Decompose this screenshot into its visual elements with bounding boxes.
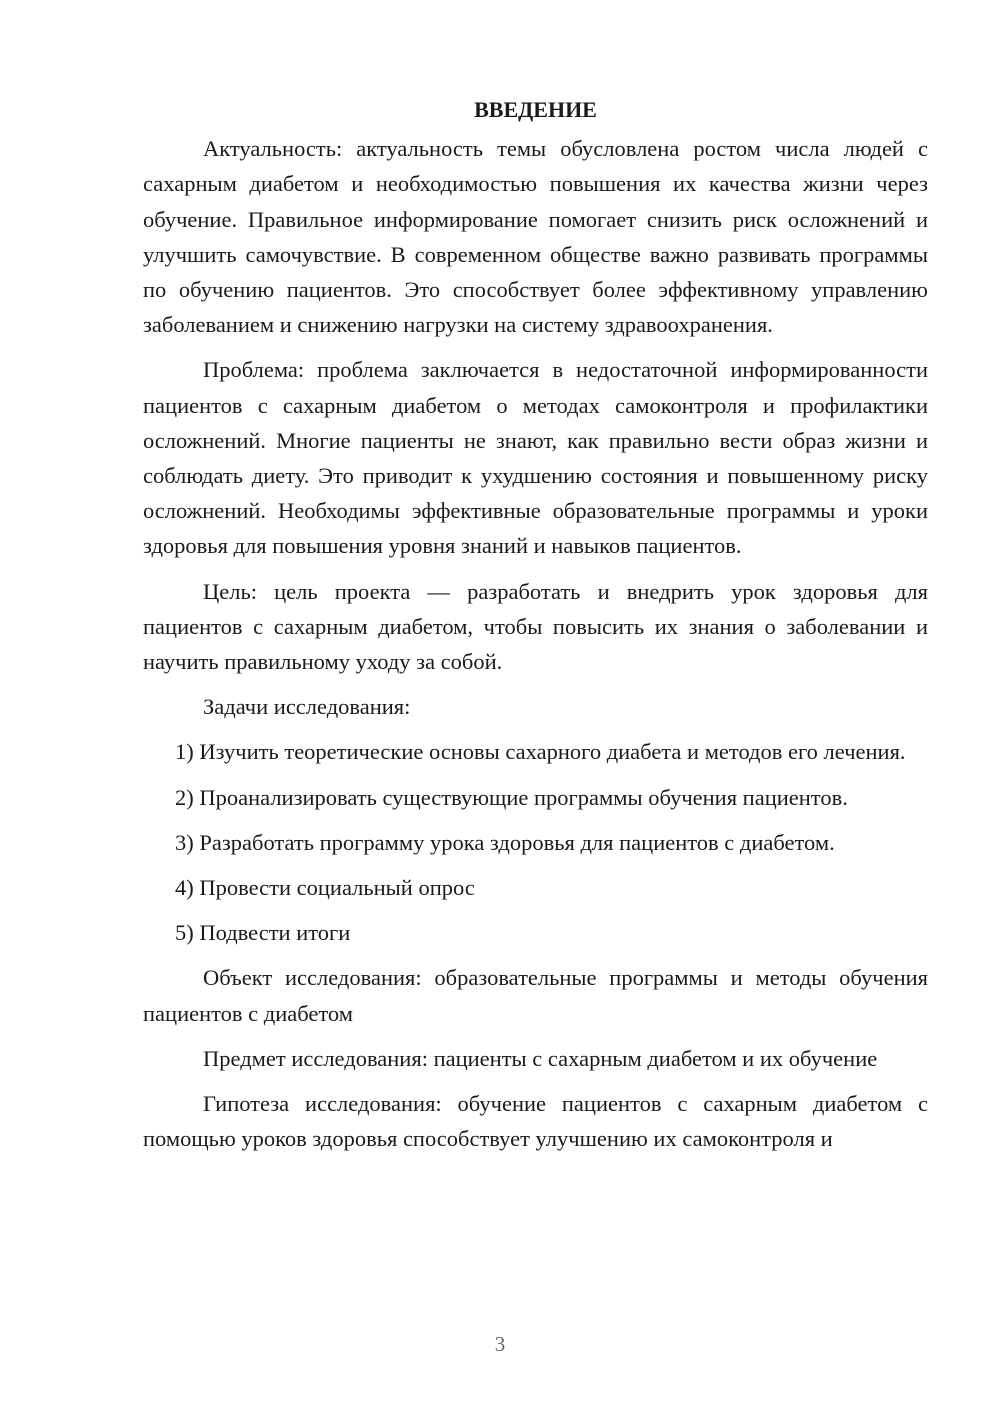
task-item-4: 4) Провести социальный опрос (175, 875, 475, 901)
page-content (143, 92, 928, 1166)
section-heading: ВВЕДЕНИЕ (474, 97, 597, 122)
paragraph-relevance: Актуальность: актуальность темы обусловлена ростом числа людей с сахарным диабетом и необходимостью повышения их качества жизни через обучение. Правильное информирование помогает снизить риск осложнений и улучшить самочувствие. В современном обществе важно развивать программы по обучению пациентов. Это способствует более эффективному управлению заболеванием и снижению нагрузки на систему здравоохранения. (143, 136, 928, 338)
task-item-5: 5) Подвести итоги (175, 920, 351, 946)
paragraph-goal: Цель: цель проекта — разработать и внедрить урок здоровья для пациентов с сахарным диабетом, чтобы повысить их знания о заболевании и научить правильному уходу за собой. (143, 578, 928, 675)
paragraph-problem: Проблема: проблема заключается в недостаточной информированности пациентов с сахарным диабетом о методах самоконтроля и профилактики осложнений. Многие пациенты не знают, как правильно вести образ жизни и соблюдать диету. Это приводит к ухудшению состояния и повышенному риску осложнений. Необходимы эффективные образовательные программы и уроки здоровья для повышения уровня знаний и навыков пациентов. (143, 357, 928, 559)
paragraph-subject: Предмет исследования: пациенты с сахарным диабетом и их обучение (203, 1045, 878, 1071)
task-item-1: 1) Изучить теоретические основы сахарного диабета и методов его лечения. (175, 739, 906, 765)
page-number: 3 (494, 1332, 506, 1356)
paragraph-hypothesis: Гипотеза исследования: обучение пациентов с сахарным диабетом с помощью уроков здоровья способствует улучшению их самоконтроля и (143, 1091, 928, 1152)
paragraph-object: Объект исследования: образовательные программы и методы обучения пациентов с диабетом (143, 965, 928, 1026)
task-item-2: 2) Проанализировать существующие программы обучения пациентов. (175, 784, 848, 810)
task-item-3: 3) Разработать программу урока здоровья для пациентов с диабетом. (175, 829, 835, 855)
paragraph-tasks-heading: Задачи исследования: (203, 694, 411, 720)
